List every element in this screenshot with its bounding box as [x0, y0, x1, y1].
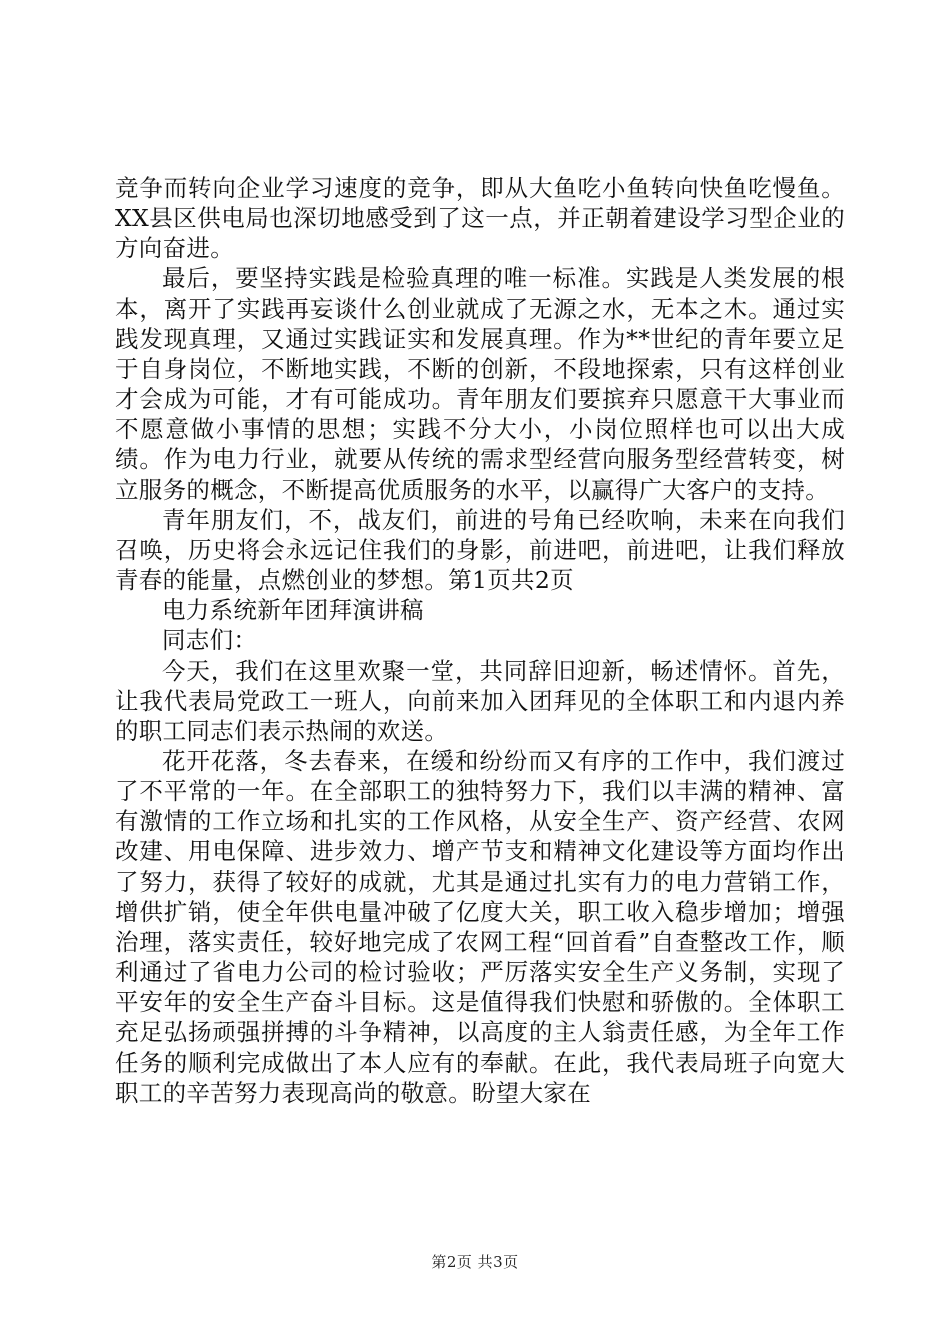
paragraph-welcome: 今天，我们在这里欢聚一堂，共同辞旧迎新，畅述情怀。首先，让我代表局党政工一班人，向前来加入团拜见的全体职工和内退内养的职工同志们表示热闹的欢送。	[115, 656, 845, 745]
document-body	[115, 173, 845, 1108]
page-footer: 第2页 共3页	[431, 1253, 519, 1271]
paragraph-review: 花开花落，冬去春来，在缓和纷纷而又有序的工作中，我们渡过了不平常的一年。在全部职工的独特努力下，我们以丰满的精神、富有激情的工作立场和扎实的工作风格，从安全生产、资产经营、农网改建、用电保障、进步效力、增产节支和精神文化建设等方面均作出了努力，获得了较好的成就，尤其是通过扎实有力的电力营销工作，增供扩销，使全年供电量冲破了亿度大关，职工收入稳步增加；增强治理，落实责任，较好地完成了农网工程“回首看”自查整改工作，顺利通过了省电力公司的检讨验收；严厉落实安全生产义务制，实现了平安年的安全生产奋斗目标。这是值得我们快慰和骄傲的。全体职工充足弘扬顽强拼搏的斗争精神，以高度的主人翁责任感，为全年工作任务的顺利完成做出了本人应有的奉献。在此，我代表局班子向宽大职工的辛苦努力表现高尚的敬意。盼望大家在	[115, 746, 845, 1107]
paragraph-continuation: 竞争而转向企业学习速度的竞争，即从大鱼吃小鱼转向快鱼吃慢鱼。XX县区供电局也深切地感受到了这一点，并正朝着建设学习型企业的方向奋进。	[115, 174, 845, 263]
paragraph-call-to-action: 青年朋友们，不，战友们，前进的号角已经吹响，未来在向我们召唤，历史将会永远记住我们的身影，前进吧，前进吧，让我们释放青春的能量，点燃创业的梦想。第1页共2页	[115, 505, 845, 595]
speech-title: 电力系统新年团拜演讲稿	[162, 596, 424, 625]
paragraph-practice: 最后，要坚持实践是检验真理的唯一标准。实践是人类发展的根本，离开了实践再妄谈什么创业就成了无源之水，无本之木。通过实践发现真理，又通过实践证实和发展真理。作为**世纪的青年要立足于自身岗位，不断地实践，不断的创新，不段地探索，只有这样创业才会成为可能，才有可能成功。青年朋友们要摈弃只愿意干大事业而不愿意做小事情的思想；实践不分大小，小岗位照样也可以出大成绩。作为电力行业，就要从传统的需求型经营向服务型经营转变，树立服务的概念，不断提高优质服务的水平，以赢得广大客户的支持。	[115, 264, 845, 504]
salutation: 同志们：	[162, 626, 258, 655]
